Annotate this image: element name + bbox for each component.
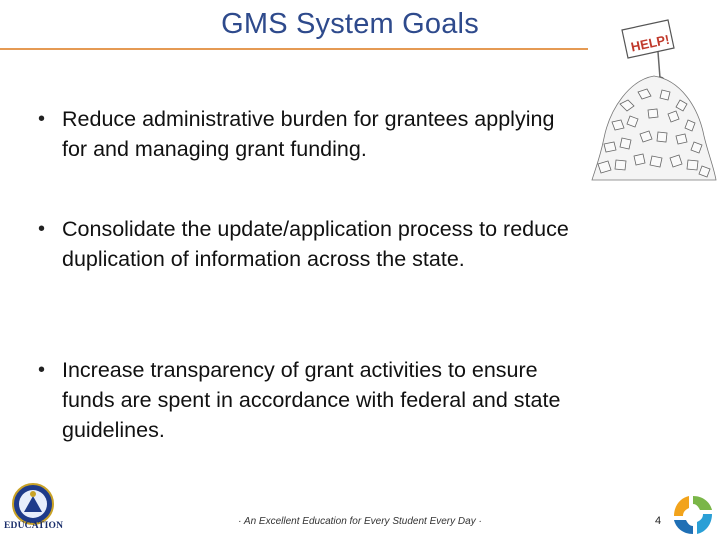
bullet-text: Reduce administrative burden for grantees applying for and managing grant funding. — [62, 107, 555, 161]
bullet-marker: • — [38, 108, 46, 130]
bullet-item — [38, 214, 598, 274]
bullet-item — [38, 355, 578, 445]
slide-title: GMS System Goals — [221, 8, 479, 40]
paper-pile — [592, 76, 716, 180]
bullet-item — [38, 104, 558, 164]
page-number: 4 — [654, 515, 662, 527]
title-underline — [0, 48, 588, 50]
bullet-marker: • — [38, 359, 46, 381]
help-paper-pile-icon — [590, 18, 718, 183]
footer-text: · An Excellent Education for Every Student Every Day · — [238, 516, 482, 527]
help-sign — [622, 20, 674, 87]
swirl-logo-icon — [670, 492, 716, 538]
bullet-text: Increase transparency of grant activities to ensure funds are spent in accordance with federal and state guidelines. — [62, 358, 561, 442]
bullet-marker: • — [38, 218, 46, 240]
left-logo-text: EDUCATION — [4, 521, 64, 531]
help-sign-text: HELP! — [629, 31, 671, 55]
bullet-text: Consolidate the update/application process to reduce duplication of information across the state. — [62, 217, 569, 271]
